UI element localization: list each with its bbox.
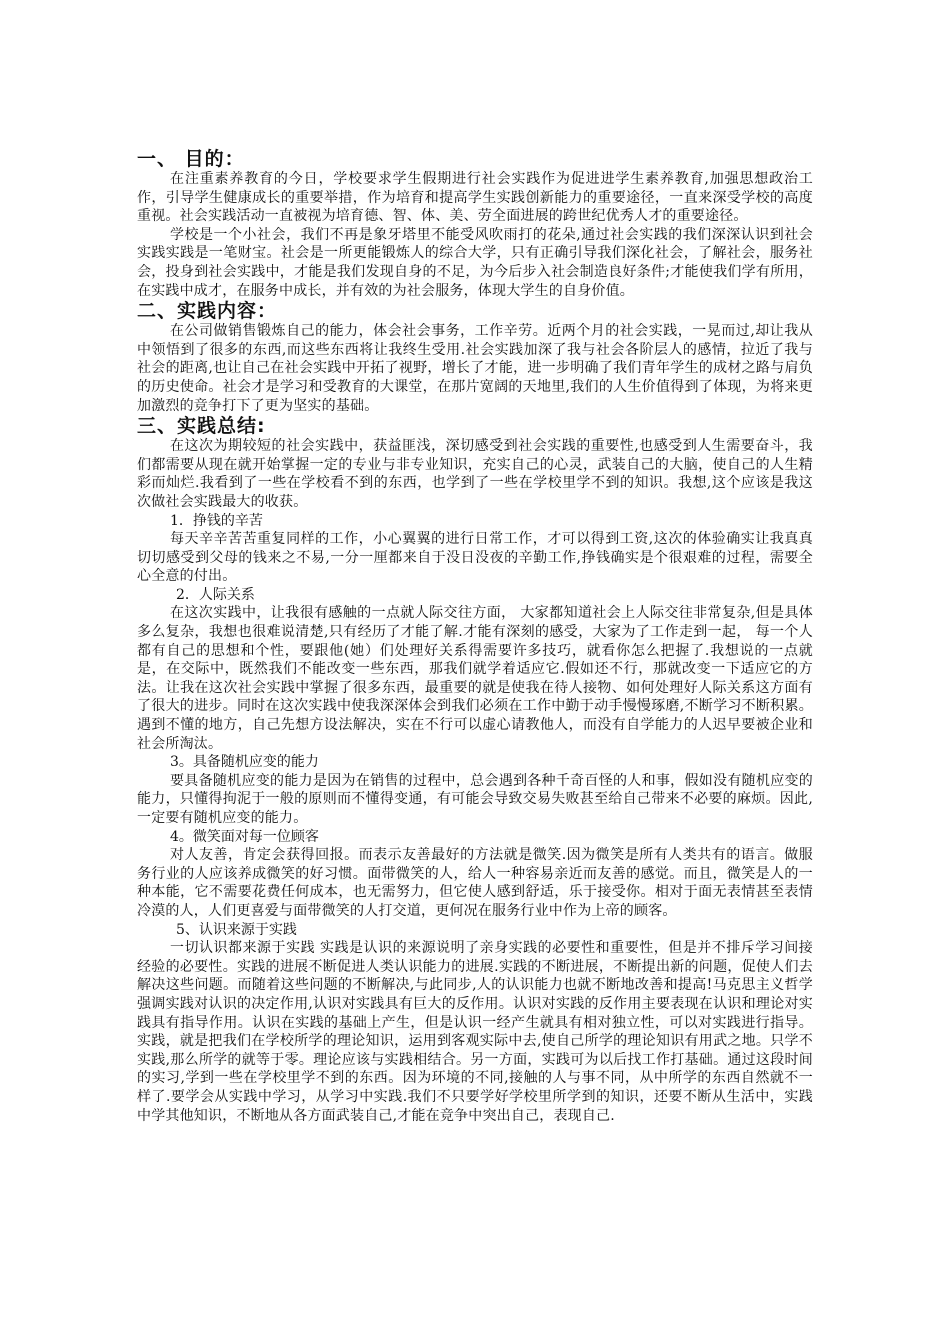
subheading-knowledge-from-practice: 5、认识来源于实践 bbox=[176, 921, 297, 938]
subheading-earning-money: 1．挣钱的辛苦 bbox=[170, 512, 263, 529]
paragraph: 在注重素养教育的今日，学校要求学生假期进行社会实践作为促进进学生素养教育,加强思想政治工作，引导学生健康成长的重要举措，作为培育和提高学生实践创新能力的重要途径，一直来深受学校的高度重视。社会实践活动一直被视为培育德、智、体、美、劳全面进展的跨世纪优秀人才的重要途径。 bbox=[137, 171, 813, 225]
subheading-smile: 4。微笑面对每一位顾客 bbox=[170, 828, 319, 845]
document-page bbox=[137, 148, 813, 1125]
paragraph: 每天辛辛苦苦重复同样的工作，小心翼翼的进行日常工作，才可以得到工资,这次的体验确实让我真真切切感受到父母的钱来之不易,一分一厘都来自于没日没夜的辛勤工作,挣钱确实是个很艰难的过程，需要全心全意的付出。 bbox=[137, 531, 813, 585]
section-heading-purpose: 一、 目的： bbox=[137, 148, 245, 170]
section-heading-content: 二、实践内容： bbox=[137, 300, 278, 323]
paragraph: 在这次实践中，让我很有感触的一点就人际交往方面， 大家都知道社会上人际交往非常复杂,但是具体多么复杂，我想也很难说清楚,只有经历了才能了解.才能有深刻的感受，大家为了工作走到一起， 每一个人都有自己的思想和个性，要跟他(她）们处理好关系得需要许多技巧，就看你怎么把握了.我想说的一点就是，在交际中，既然我们不能改变一些东西，那我们就学着适应它.假如还不行，那就改变一下适应它的方法。让我在这次社会实践中掌握了很多东西，最重要的就是使我在待人接物、如何处理好人际关系这方面有了很大的进步。同时在这次实践中使我深深体会到我们必须在工作中勤于动手慢慢琢磨,不断学习不断积累。遇到不懂的地方，自己先想方设法解决，实在不行可以虚心请教他人，而没有自学能力的人迟早要被企业和社会所淘汰。 bbox=[137, 605, 813, 752]
paragraph: 在公司做销售锻炼自己的能力，体会社会事务，工作辛劳。近两个月的社会实践，一晃而过,却让我从中领悟到了很多的东西,而这些东西将让我终生受用.社会实践加深了我与社会各阶层人的感情，拉近了我与社会的距离,也让自己在社会实践中开拓了视野，增长了才能，进一步明确了我们青年学生的成材之路与肩负的历史使命。社会才是学习和受教育的大课堂，在那片宽阔的天地里,我们的人生价值得到了体现，为将来更加激烈的竞争打下了更为坚实的基础。 bbox=[137, 323, 813, 414]
section-heading-summary: 三、实践总结: bbox=[137, 415, 266, 438]
subheading-relationships: 2．人际关系 bbox=[176, 586, 255, 603]
paragraph: 要具备随机应变的能力是因为在销售的过程中，总会遇到各种千奇百怪的人和事，假如没有随机应变的能力，只懂得拘泥于一般的原则而不懂得变通，有可能会导致交易失败甚至给自己带来不必要的麻烦。因此,一定要有随机应变的能力。 bbox=[137, 772, 813, 826]
paragraph: 在这次为期较短的社会实践中，获益匪浅，深切感受到社会实践的重要性,也感受到人生需要奋斗，我们都需要从现在就开始掌握一定的专业与非专业知识，充实自己的心灵，武装自己的大脑，使自己的人生精彩而灿烂.我看到了一些在学校看不到的东西，也学到了一些在学校里学不到的知识。我想,这个应该是我这次做社会实践最大的收获。 bbox=[137, 438, 813, 510]
paragraph: 学校是一个小社会，我们不再是象牙塔里不能受风吹雨打的花朵,通过社会实践的我们深深认识到社会实践实践是一笔财宝。社会是一所更能锻炼人的综合大学，只有正确引导我们深化社会，了解社会，服务社会，投身到社会实践中，才能是我们发现自身的不足，为今后步入社会制造良好条件;才能使我们学有所用，在实践中成才，在服务中成长，并有效的为社会服务，体现大学生的自身价值。 bbox=[137, 226, 813, 299]
paragraph: 一切认识都来源于实践 实践是认识的来源说明了亲身实践的必要性和重要性，但是并不排斥学习间接经验的必要性。实践的进展不断促进人类认识能力的进展.实践的不断进展，不断提出新的问题，促使人们去解决这些问题。而随着这些问题的不断解决,与此同步,人的认识能力也就不断地改善和提高!马克思主义哲学强调实践对认识的决定作用,认识对实践具有巨大的反作用。认识对实践的反作用主要表现在认识和理论对实践具有指导作用。认识在实践的基础上产生，但是认识一经产生就具有相对独立性，可以对实践进行指导。实践，就是把我们在学校所学的理论知识，运用到客观实际中去,使自己所学的理论知识有用武之地。只学不实践,那么所学的就等于零。理论应该与实践相结合。另一方面，实践可为以后找工作打基础。通过这段时间的实习,学到一些在学校里学不到的东西。因为环境的不同,接触的人与事不同，从中所学的东西自然就不一样了.要学会从实践中学习，从学习中实践.我们不只要学好学校里所学到的知识，还要不断从生活中，实践中学其他知识，不断地从各方面武装自己,才能在竞争中突出自己，表现自己. bbox=[137, 940, 813, 1124]
paragraph: 对人友善，肯定会获得回报。而表示友善最好的方法就是微笑.因为微笑是所有人类共有的语言。做服务行业的人应该养成微笑的好习惯。面带微笑的人，给人一种容易亲近而友善的感觉。而且，微笑是人的一种本能，它不需要花费任何成本，也无需努力，但它使人感到舒适，乐于接受你。相对于面无表情甚至表情冷漠的人，人们更喜爱与面带微笑的人打交道，更何况在服务行业中作为上帝的顾客。 bbox=[137, 847, 813, 919]
subheading-adaptability: 3。具备随机应变的能力 bbox=[170, 754, 319, 771]
